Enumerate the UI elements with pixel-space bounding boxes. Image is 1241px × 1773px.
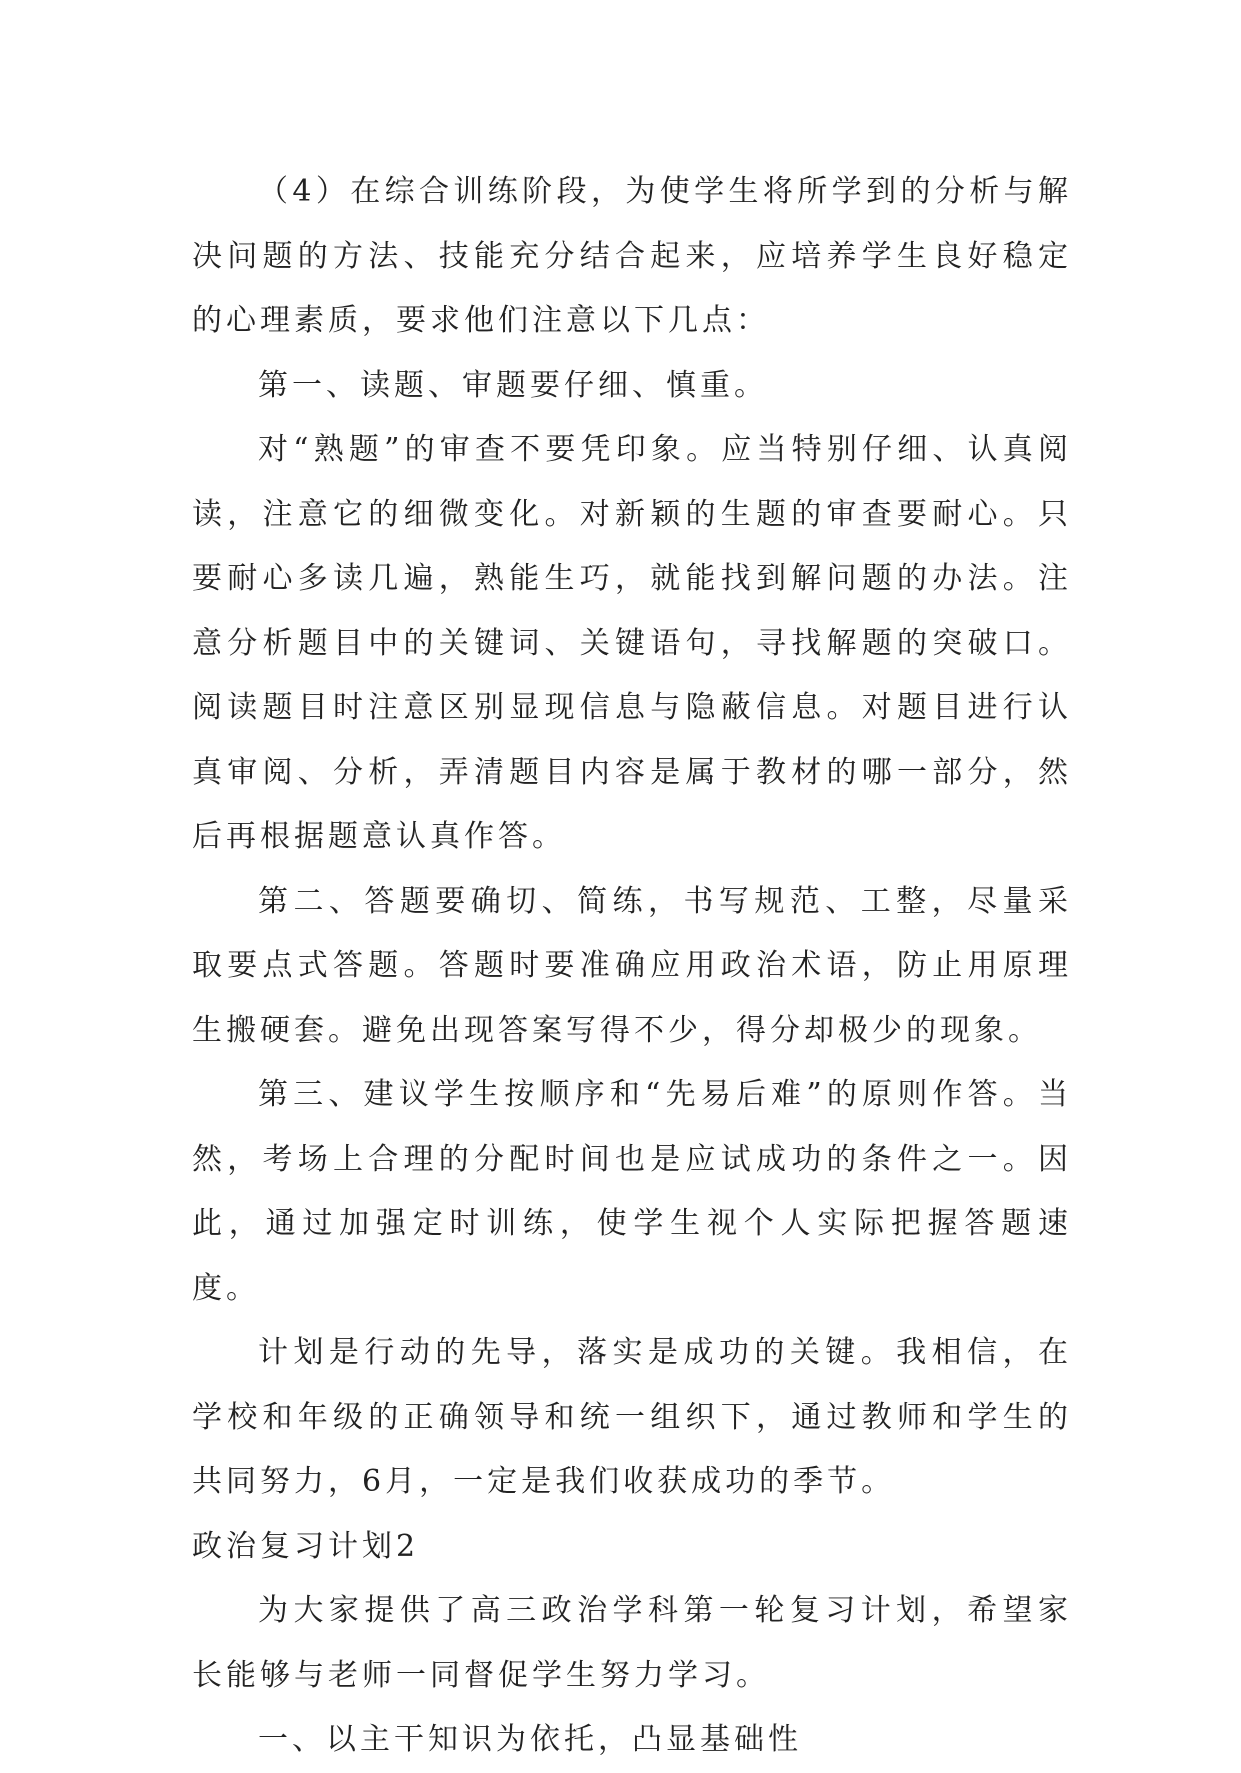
document-body xyxy=(192,160,1072,1773)
paragraph-point-two: 第二、答题要确切、简练，书写规范、工整，尽量采取要点式答题。答题时要准确应用政治术语，防止用原理生搬硬套。避免出现答案写得不少，得分却极少的现象。 xyxy=(192,883,1072,1048)
paragraph-point-three: 第三、建议学生按顺序和“先易后难”的原则作答。当然，考场上合理的分配时间也是应试成功的条件之一。因此，通过加强定时训练，使学生视个人实际把握答题速度。 xyxy=(192,1077,1072,1306)
paragraph-intro: 为大家提供了高三政治学科第一轮复习计划，希望家长能够与老师一同督促学生努力学习。 xyxy=(192,1593,1072,1693)
paragraph-conclusion: 计划是行动的先导，落实是成功的关键。我相信，在学校和年级的正确领导和统一组织下，通过教师和学生的共同努力，6月，一定是我们收获成功的季节。 xyxy=(192,1335,1072,1499)
paragraph-psychology: （4）在综合训练阶段，为使学生将所学到的分析与解决问题的方法、技能充分结合起来，应培养学生良好稳定的心理素质，要求他们注意以下几点： xyxy=(192,174,1072,338)
section-title: 政治复习计划2 xyxy=(192,1528,420,1564)
paragraph-heading-one: 一、以主干知识为依托，凸显基础性 xyxy=(258,1722,802,1757)
paragraph-reading-questions: 对“熟题”的审查不要凭印象。应当特别仔细、认真阅读，注意它的细微变化。对新颖的生题的审查要耐心。只要耐心多读几遍，熟能生巧，就能找到解问题的办法。注意分析题目中的关键词、关键语句，寻找解题的突破口。阅读题目时注意区别显现信息与隐蔽信息。对题目进行认真审阅、分析，弄清题目内容是属于教材的哪一部分，然后再根据题意认真作答。 xyxy=(192,432,1072,854)
paragraph-point-one: 第一、读题、审题要仔细、慎重。 xyxy=(258,367,768,403)
